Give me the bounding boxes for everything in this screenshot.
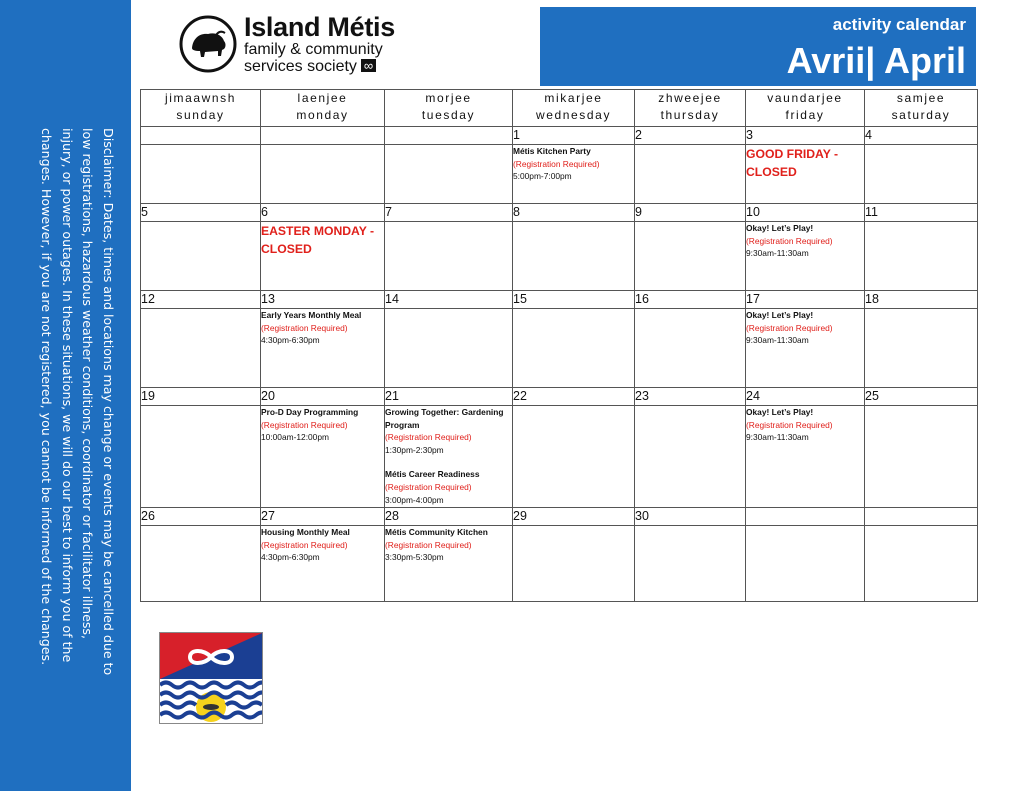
date-number: 14	[385, 291, 513, 309]
date-number: 12	[141, 291, 261, 309]
header-banner	[540, 7, 976, 86]
event-entry	[746, 309, 864, 347]
holiday-closed-notice: EASTER MONDAY - CLOSED	[261, 224, 375, 256]
day-cell	[385, 309, 513, 388]
date-number: 21	[385, 388, 513, 406]
event-time: 10:00am-12:00pm	[261, 432, 329, 443]
date-number	[141, 127, 261, 145]
day-cell	[261, 145, 385, 204]
date-number: 3	[746, 127, 865, 145]
event-time: 9:30am-11:30am	[746, 432, 809, 443]
flag-graphic	[160, 633, 262, 723]
date-number: 29	[513, 508, 635, 526]
event-time: 1:30pm-2:30pm	[385, 444, 444, 455]
day-cell	[865, 309, 978, 388]
date-number: 11	[865, 204, 978, 222]
day-cell	[865, 406, 978, 508]
day-english: sunday	[176, 108, 225, 122]
day-cell	[385, 526, 513, 602]
logo-line-2-text: family & community	[244, 41, 383, 58]
day-cell	[746, 309, 865, 388]
date-number: 8	[513, 204, 635, 222]
day-header-sat	[865, 90, 978, 127]
date-number	[261, 127, 385, 145]
date-number: 15	[513, 291, 635, 309]
day-cell	[635, 222, 746, 291]
date-number: 4	[865, 127, 978, 145]
week-number-row	[141, 508, 978, 526]
registration-note: (Registration Required)	[746, 235, 833, 246]
day-cell	[141, 526, 261, 602]
week-number-row	[141, 127, 978, 145]
registration-note: (Registration Required)	[513, 158, 600, 169]
day-header-mon	[261, 90, 385, 127]
sidebar	[0, 0, 131, 791]
date-number: 7	[385, 204, 513, 222]
event-title: Okay! Let’s Play!	[746, 310, 814, 320]
registration-note: (Registration Required)	[261, 322, 348, 333]
day-cell	[141, 406, 261, 508]
event-time: 5:00pm-7:00pm	[513, 171, 572, 182]
date-number: 26	[141, 508, 261, 526]
day-english: thursday	[660, 108, 720, 122]
day-cell	[746, 222, 865, 291]
date-number: 17	[746, 291, 865, 309]
date-number: 16	[635, 291, 746, 309]
day-cell	[385, 145, 513, 204]
event-entry	[746, 222, 864, 260]
day-english: monday	[296, 108, 349, 122]
day-cell	[513, 145, 635, 204]
logo-line-2	[244, 41, 383, 58]
day-cell	[635, 309, 746, 388]
event-title: Housing Monthly Meal	[261, 527, 350, 537]
event-time: 9:30am-11:30am	[746, 248, 809, 259]
registration-note: (Registration Required)	[746, 322, 833, 333]
date-number: 22	[513, 388, 635, 406]
day-michif: laenjee	[297, 91, 348, 105]
event-entry	[513, 145, 634, 183]
date-number: 2	[635, 127, 746, 145]
event-entry	[261, 526, 384, 564]
bison-circle-logo-icon	[178, 14, 238, 74]
day-cell	[513, 222, 635, 291]
event-entry	[385, 468, 512, 506]
date-number: 9	[635, 204, 746, 222]
date-number: 25	[865, 388, 978, 406]
week-number-row	[141, 291, 978, 309]
event-title: Okay! Let’s Play!	[746, 407, 814, 417]
day-header-fri	[746, 90, 865, 127]
calendar-body	[141, 127, 978, 602]
date-number: 24	[746, 388, 865, 406]
date-number: 13	[261, 291, 385, 309]
date-number	[746, 508, 865, 526]
date-number: 27	[261, 508, 385, 526]
day-cell	[261, 222, 385, 291]
day-cell	[261, 526, 385, 602]
day-michif: zhweejee	[658, 91, 722, 105]
day-cell	[141, 309, 261, 388]
day-header-row	[141, 90, 978, 127]
day-header-sun	[141, 90, 261, 127]
day-cell	[865, 145, 978, 204]
event-time: 9:30am-11:30am	[746, 335, 809, 346]
event-entry	[385, 526, 512, 564]
infinity-icon: ∞	[361, 59, 376, 72]
metis-bc-flag-icon	[159, 632, 263, 724]
day-michif: jimaawnsh	[164, 91, 237, 105]
day-header-wed	[513, 90, 635, 127]
event-time: 4:30pm-6:30pm	[261, 335, 320, 346]
day-cell	[513, 526, 635, 602]
logo-line-3	[244, 58, 376, 75]
header-subtitle: activity calendar	[832, 15, 966, 34]
registration-note: (Registration Required)	[385, 432, 472, 443]
day-cell	[261, 309, 385, 388]
day-cell	[635, 526, 746, 602]
week-number-row	[141, 204, 978, 222]
day-english: tuesday	[421, 108, 476, 122]
day-cell	[513, 406, 635, 508]
date-number: 23	[635, 388, 746, 406]
disclaimer-box	[18, 128, 116, 676]
week-events-row	[141, 526, 978, 602]
event-title: Pro-D Day Programming	[261, 407, 359, 417]
header-title: Avrii| April	[786, 40, 966, 81]
society-logo	[176, 12, 396, 78]
day-cell	[865, 526, 978, 602]
date-number: 6	[261, 204, 385, 222]
logo-name: Island Métis	[244, 12, 395, 42]
day-english: wednesday	[535, 108, 612, 122]
day-michif: morjee	[425, 91, 472, 105]
day-michif: samjee	[896, 91, 946, 105]
date-number: 30	[635, 508, 746, 526]
day-header-tue	[385, 90, 513, 127]
day-cell	[141, 145, 261, 204]
date-number: 19	[141, 388, 261, 406]
date-number: 10	[746, 204, 865, 222]
date-number: 20	[261, 388, 385, 406]
event-time: 3:00pm-4:00pm	[385, 494, 444, 505]
event-title: Early Years Monthly Meal	[261, 310, 362, 320]
disclaimer-text: Disclaimer: Dates, times and locations may change or events may be cancelled due to low registrations, hazardous weather conditions, coordinator or facilitator illness, injury, or power outages. In these situations, we will do our best to inform you of the changes. However, if you are not registered, you cannot be informed of the changes.	[39, 128, 116, 676]
event-title: Okay! Let’s Play!	[746, 223, 814, 233]
event-title: Métis Career Readiness	[385, 469, 480, 480]
date-number	[385, 127, 513, 145]
registration-note: (Registration Required)	[746, 419, 833, 430]
week-events-row	[141, 406, 978, 508]
logo-line-3-text: services society	[244, 58, 357, 75]
day-cell	[261, 406, 385, 508]
day-michif: vaundarjee	[767, 91, 843, 105]
date-number: 28	[385, 508, 513, 526]
date-number: 18	[865, 291, 978, 309]
event-spacer	[385, 456, 512, 468]
event-entry	[261, 406, 384, 444]
week-events-row	[141, 222, 978, 291]
day-cell	[746, 145, 865, 204]
event-entry	[385, 406, 512, 456]
day-cell	[635, 406, 746, 508]
day-cell	[141, 222, 261, 291]
day-english: saturday	[891, 108, 951, 122]
event-entry	[261, 309, 384, 347]
date-number	[865, 508, 978, 526]
day-cell	[385, 406, 513, 508]
registration-note: (Registration Required)	[385, 539, 472, 550]
day-cell	[513, 309, 635, 388]
day-cell	[635, 145, 746, 204]
day-michif: mikarjee	[544, 91, 603, 105]
registration-note: (Registration Required)	[385, 481, 472, 492]
day-cell	[385, 222, 513, 291]
holiday-closed-notice: GOOD FRIDAY - CLOSED	[746, 147, 839, 179]
day-english: friday	[785, 108, 825, 122]
event-title: Growing Together: Gardening Program	[385, 407, 504, 430]
registration-note: (Registration Required)	[261, 419, 348, 430]
day-cell	[746, 406, 865, 508]
calendar-table	[140, 89, 978, 602]
date-number: 5	[141, 204, 261, 222]
event-title: Métis Kitchen Party	[513, 146, 591, 156]
week-events-row	[141, 145, 978, 204]
event-time: 4:30pm-6:30pm	[261, 552, 320, 563]
week-events-row	[141, 309, 978, 388]
event-entry	[746, 406, 864, 444]
registration-note: (Registration Required)	[261, 539, 348, 550]
event-title: Métis Community Kitchen	[385, 527, 488, 537]
event-time: 3:30pm-5:30pm	[385, 552, 444, 563]
day-cell	[865, 222, 978, 291]
day-cell	[746, 526, 865, 602]
week-number-row	[141, 388, 978, 406]
date-number: 1	[513, 127, 635, 145]
day-header-thu	[635, 90, 746, 127]
